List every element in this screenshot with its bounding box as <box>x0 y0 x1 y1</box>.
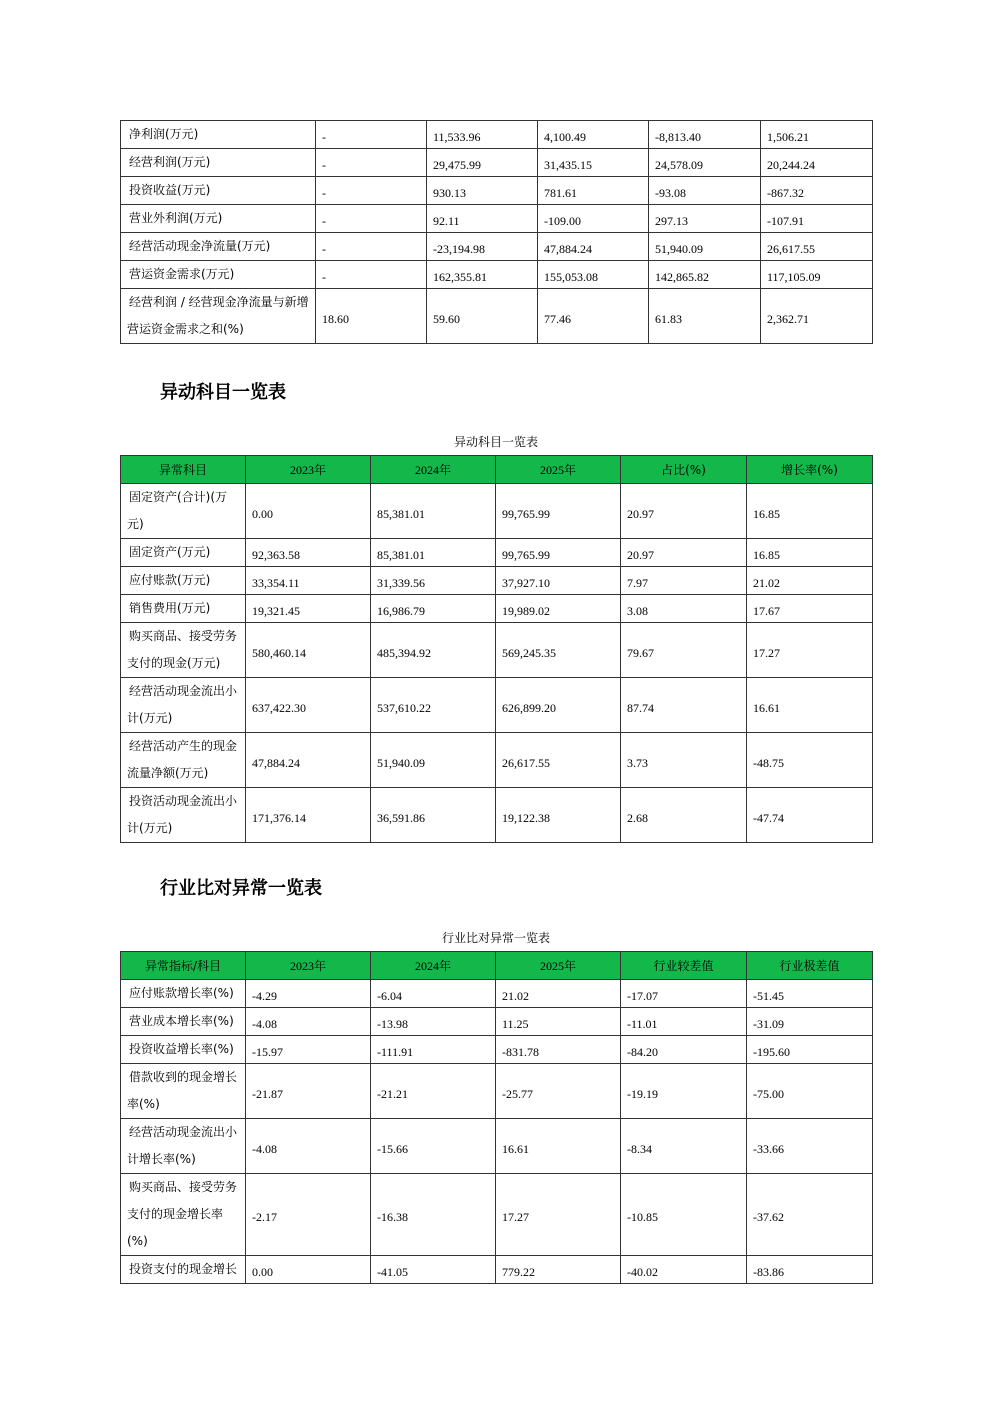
cell-value: 20,244.24 <box>761 149 873 177</box>
cell-value: -4.29 <box>246 980 371 1008</box>
cell-value: -19.19 <box>621 1064 747 1119</box>
column-header: 异常科目 <box>121 456 246 484</box>
cell-value: 47,884.24 <box>538 233 649 261</box>
cell-value: 779.22 <box>496 1256 621 1284</box>
cell-value: -867.32 <box>761 177 873 205</box>
cell-value: 162,355.81 <box>427 261 538 289</box>
table-row <box>121 539 873 567</box>
cell-value: -15.97 <box>246 1036 371 1064</box>
cell-value: 19,989.02 <box>496 595 621 623</box>
cell-value: 33,354.11 <box>246 567 371 595</box>
cell-value: -195.60 <box>747 1036 873 1064</box>
cell-value: - <box>316 149 427 177</box>
cell-value: 77.46 <box>538 289 649 344</box>
cell-value: -111.91 <box>371 1036 496 1064</box>
cell-value: 0.00 <box>246 1256 371 1284</box>
row-label: 投资支付的现金增长 <box>121 1256 246 1284</box>
row-label: 购买商品、接受劳务支付的现金(万元) <box>121 623 246 678</box>
cell-value: 19,122.38 <box>496 788 621 843</box>
cell-value: 19,321.45 <box>246 595 371 623</box>
cell-value: -4.08 <box>246 1008 371 1036</box>
table-row <box>121 733 873 788</box>
row-label: 借款收到的现金增长率(%) <box>121 1064 246 1119</box>
row-label: 经营利润(万元) <box>121 149 316 177</box>
cell-value: -8.34 <box>621 1119 747 1174</box>
row-label: 经营活动现金流出小计(万元) <box>121 678 246 733</box>
cell-value: 930.13 <box>427 177 538 205</box>
cell-value: 17.67 <box>747 595 873 623</box>
cell-value: -40.02 <box>621 1256 747 1284</box>
cell-value: 79.67 <box>621 623 747 678</box>
financial-continuation-table <box>120 120 873 344</box>
row-label: 经营利润 / 经营现金净流量与新增营运资金需求之和(%) <box>121 289 316 344</box>
cell-value: - <box>316 261 427 289</box>
column-header: 行业极差值 <box>747 952 873 980</box>
row-label: 投资收益增长率(%) <box>121 1036 246 1064</box>
abnormal-items-table <box>120 455 873 843</box>
cell-value: 18.60 <box>316 289 427 344</box>
table-header-row <box>121 456 873 484</box>
column-header: 2025年 <box>496 952 621 980</box>
cell-value: -109.00 <box>538 205 649 233</box>
cell-value: 16.85 <box>747 484 873 539</box>
table-row <box>121 567 873 595</box>
row-label: 投资收益(万元) <box>121 177 316 205</box>
column-header: 2025年 <box>496 456 621 484</box>
cell-value: -31.09 <box>747 1008 873 1036</box>
cell-value: -13.98 <box>371 1008 496 1036</box>
cell-value: 87.74 <box>621 678 747 733</box>
column-header: 行业较差值 <box>621 952 747 980</box>
row-label: 应付账款增长率(%) <box>121 980 246 1008</box>
table-row <box>121 623 873 678</box>
cell-value: - <box>316 121 427 149</box>
cell-value: 59.60 <box>427 289 538 344</box>
column-header: 2024年 <box>371 952 496 980</box>
table-row <box>121 484 873 539</box>
row-label: 营运资金需求(万元) <box>121 261 316 289</box>
cell-value: 2,362.71 <box>761 289 873 344</box>
row-label: 固定资产(合计)(万元) <box>121 484 246 539</box>
cell-value: 626,899.20 <box>496 678 621 733</box>
table-row <box>121 678 873 733</box>
table-row <box>121 233 873 261</box>
cell-value: - <box>316 205 427 233</box>
row-label: 营业成本增长率(%) <box>121 1008 246 1036</box>
row-label: 净利润(万元) <box>121 121 316 149</box>
cell-value: -6.04 <box>371 980 496 1008</box>
cell-value: -93.08 <box>649 177 761 205</box>
cell-value: 85,381.01 <box>371 539 496 567</box>
column-header: 2023年 <box>246 456 371 484</box>
table-row <box>121 788 873 843</box>
table-row <box>121 1119 873 1174</box>
cell-value: 99,765.99 <box>496 539 621 567</box>
cell-value: -15.66 <box>371 1119 496 1174</box>
row-label: 营业外利润(万元) <box>121 205 316 233</box>
cell-value: 16.85 <box>747 539 873 567</box>
cell-value: 36,591.86 <box>371 788 496 843</box>
cell-value: -41.05 <box>371 1256 496 1284</box>
section-heading-industry-comparison: 行业比对异常一览表 <box>160 878 322 899</box>
cell-value: -4.08 <box>246 1119 371 1174</box>
cell-value: 485,394.92 <box>371 623 496 678</box>
cell-value: 51,940.09 <box>371 733 496 788</box>
cell-value: 31,435.15 <box>538 149 649 177</box>
table-row <box>121 595 873 623</box>
cell-value: 781.61 <box>538 177 649 205</box>
column-header: 2023年 <box>246 952 371 980</box>
cell-value: 171,376.14 <box>246 788 371 843</box>
cell-value: -8,813.40 <box>649 121 761 149</box>
cell-value: 1,506.21 <box>761 121 873 149</box>
cell-value: -17.07 <box>621 980 747 1008</box>
cell-value: 16.61 <box>747 678 873 733</box>
column-header: 占比(%) <box>621 456 747 484</box>
cell-value: 17.27 <box>496 1174 621 1256</box>
row-label: 固定资产(万元) <box>121 539 246 567</box>
row-label: 投资活动现金流出小计(万元) <box>121 788 246 843</box>
table-row <box>121 289 873 344</box>
cell-value: -107.91 <box>761 205 873 233</box>
cell-value: 47,884.24 <box>246 733 371 788</box>
cell-value: 0.00 <box>246 484 371 539</box>
cell-value: 20.97 <box>621 484 747 539</box>
table-row <box>121 177 873 205</box>
column-header: 异常指标/科目 <box>121 952 246 980</box>
cell-value: - <box>316 233 427 261</box>
cell-value: 26,617.55 <box>761 233 873 261</box>
cell-value: -75.00 <box>747 1064 873 1119</box>
cell-value: 16.61 <box>496 1119 621 1174</box>
table-row <box>121 1036 873 1064</box>
industry-comparison-table <box>120 951 873 1284</box>
cell-value: -83.86 <box>747 1256 873 1284</box>
table-row <box>121 205 873 233</box>
cell-value: 142,865.82 <box>649 261 761 289</box>
cell-value: 17.27 <box>747 623 873 678</box>
table-header-row <box>121 952 873 980</box>
cell-value: 20.97 <box>621 539 747 567</box>
cell-value: 21.02 <box>496 980 621 1008</box>
cell-value: -33.66 <box>747 1119 873 1174</box>
cell-value: -11.01 <box>621 1008 747 1036</box>
table-caption-abnormal-items: 异动科目一览表 <box>453 435 538 449</box>
row-label: 经营活动现金流出小计增长率(%) <box>121 1119 246 1174</box>
cell-value: -831.78 <box>496 1036 621 1064</box>
column-header: 2024年 <box>371 456 496 484</box>
cell-value: 537,610.22 <box>371 678 496 733</box>
cell-value: -2.17 <box>246 1174 371 1256</box>
cell-value: 29,475.99 <box>427 149 538 177</box>
cell-value: 11,533.96 <box>427 121 538 149</box>
row-label: 销售费用(万元) <box>121 595 246 623</box>
cell-value: 16,986.79 <box>371 595 496 623</box>
cell-value: 637,422.30 <box>246 678 371 733</box>
cell-value: 569,245.35 <box>496 623 621 678</box>
cell-value: 24,578.09 <box>649 149 761 177</box>
cell-value: 117,105.09 <box>761 261 873 289</box>
cell-value: -21.87 <box>246 1064 371 1119</box>
section-heading-abnormal-items: 异动科目一览表 <box>160 382 286 403</box>
cell-value: -37.62 <box>747 1174 873 1256</box>
cell-value: -23,194.98 <box>427 233 538 261</box>
row-label: 购买商品、接受劳务支付的现金增长率(%) <box>121 1174 246 1256</box>
cell-value: 92,363.58 <box>246 539 371 567</box>
row-label: 经营活动现金净流量(万元) <box>121 233 316 261</box>
table-row <box>121 121 873 149</box>
table-caption-industry-comparison: 行业比对异常一览表 <box>441 931 550 945</box>
cell-value: 2.68 <box>621 788 747 843</box>
table-row <box>121 1008 873 1036</box>
table-row <box>121 1256 873 1284</box>
cell-value: - <box>316 177 427 205</box>
cell-value: 85,381.01 <box>371 484 496 539</box>
cell-value: 297.13 <box>649 205 761 233</box>
table-row <box>121 1064 873 1119</box>
cell-value: 61.83 <box>649 289 761 344</box>
cell-value: 155,053.08 <box>538 261 649 289</box>
cell-value: 11.25 <box>496 1008 621 1036</box>
cell-value: 92.11 <box>427 205 538 233</box>
cell-value: -84.20 <box>621 1036 747 1064</box>
row-label: 应付账款(万元) <box>121 567 246 595</box>
cell-value: 580,460.14 <box>246 623 371 678</box>
cell-value: 26,617.55 <box>496 733 621 788</box>
cell-value: 99,765.99 <box>496 484 621 539</box>
cell-value: 7.97 <box>621 567 747 595</box>
cell-value: 4,100.49 <box>538 121 649 149</box>
row-label: 经营活动产生的现金流量净额(万元) <box>121 733 246 788</box>
cell-value: -48.75 <box>747 733 873 788</box>
cell-value: 3.73 <box>621 733 747 788</box>
table-row <box>121 1174 873 1256</box>
cell-value: 3.08 <box>621 595 747 623</box>
cell-value: 37,927.10 <box>496 567 621 595</box>
table-row <box>121 261 873 289</box>
cell-value: -10.85 <box>621 1174 747 1256</box>
column-header: 增长率(%) <box>747 456 873 484</box>
cell-value: -21.21 <box>371 1064 496 1119</box>
cell-value: -51.45 <box>747 980 873 1008</box>
table-row <box>121 980 873 1008</box>
cell-value: 51,940.09 <box>649 233 761 261</box>
cell-value: -16.38 <box>371 1174 496 1256</box>
table-row <box>121 149 873 177</box>
cell-value: -25.77 <box>496 1064 621 1119</box>
cell-value: -47.74 <box>747 788 873 843</box>
cell-value: 31,339.56 <box>371 567 496 595</box>
cell-value: 21.02 <box>747 567 873 595</box>
